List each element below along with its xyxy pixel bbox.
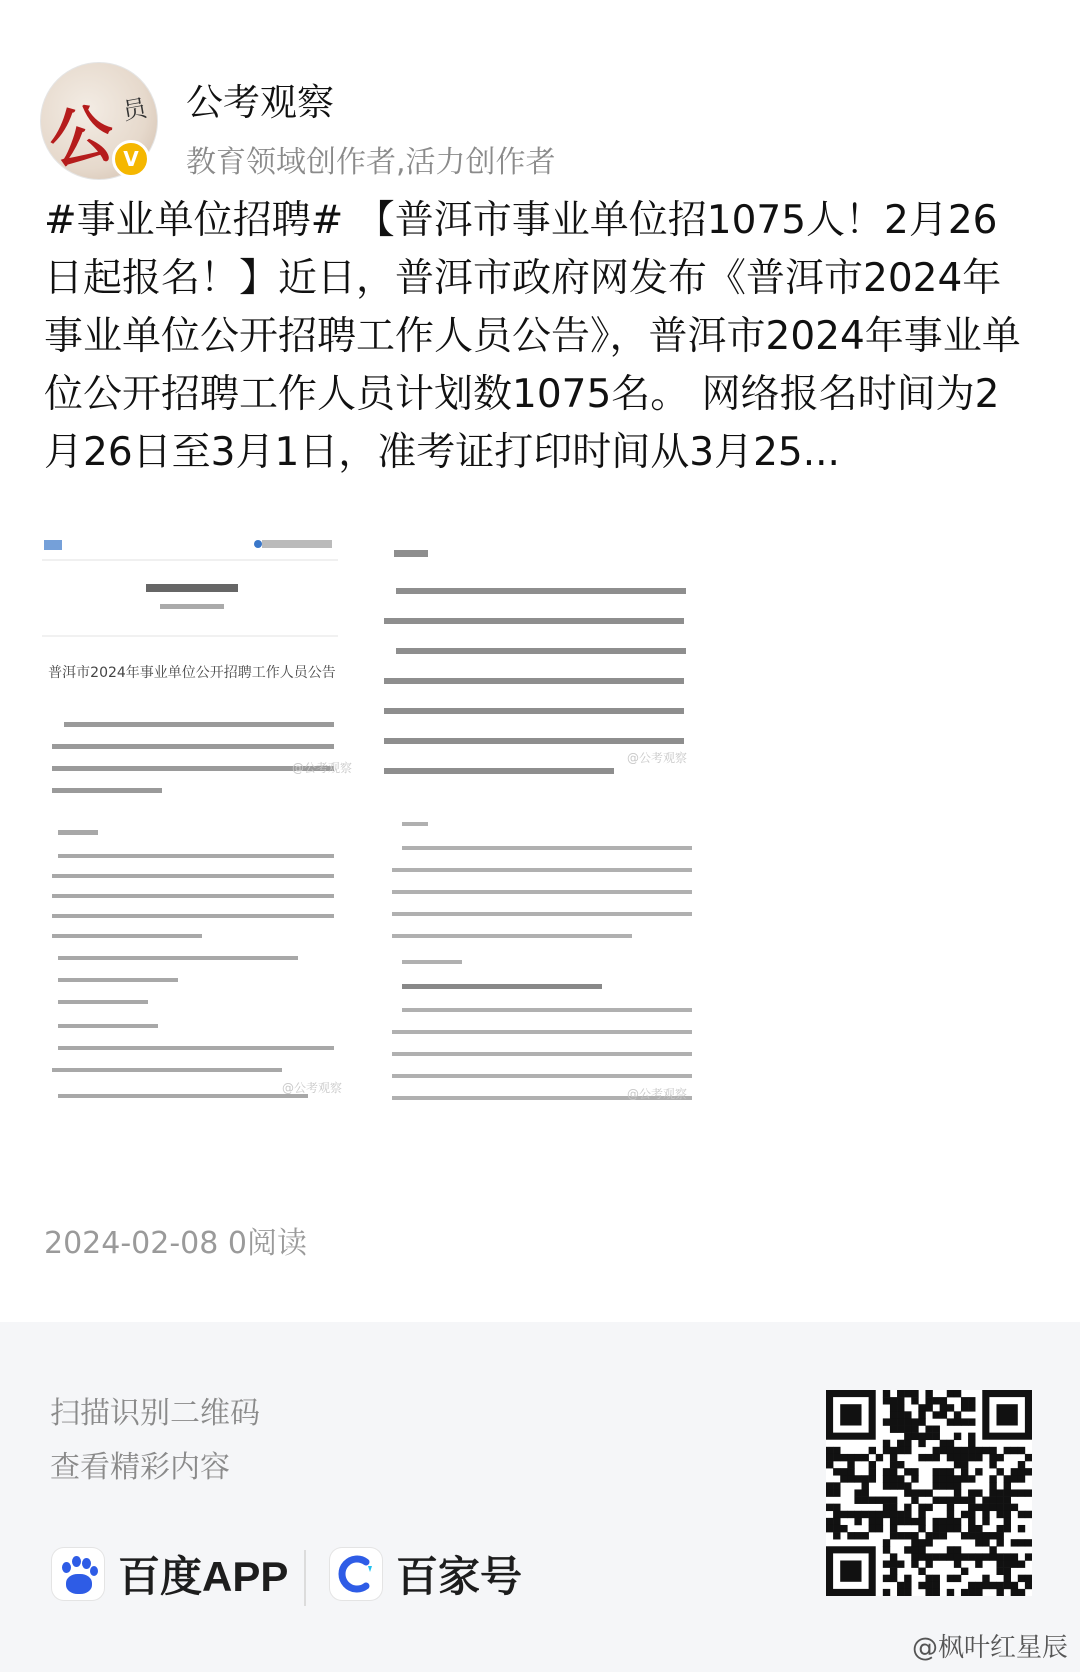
avatar-logo: 公务 xyxy=(44,97,109,180)
avatar-logo-sub: 员 xyxy=(116,94,148,124)
qr-code[interactable] xyxy=(826,1390,1032,1596)
author-description: 教育领域创作者,活力创作者 xyxy=(186,145,556,180)
svg-text:@公考观察: @公考观察 xyxy=(627,751,688,765)
baidu-paw-icon xyxy=(52,1548,104,1600)
svg-text:普洱市2024年事业单位公开招聘工作人员公告: 普洱市2024年事业单位公开招聘工作人员公告 xyxy=(48,665,336,681)
verified-badge-icon: V xyxy=(112,140,150,178)
document-page-left xyxy=(42,532,358,1184)
author-name[interactable]: 公考观察 xyxy=(186,81,334,124)
svg-text:@公考观察: @公考观察 xyxy=(282,1081,343,1095)
watermark-credit: @枫叶红星辰 xyxy=(911,1633,1068,1663)
post-date: 2024-02-08 xyxy=(44,1226,219,1261)
baijiahao-brand xyxy=(330,1544,522,1604)
post-meta xyxy=(44,1218,307,1262)
svg-text:@公考观察: @公考观察 xyxy=(292,761,353,775)
share-footer xyxy=(0,1322,1080,1672)
view-content-hint: 查看精彩内容 xyxy=(50,1450,230,1485)
post-text[interactable]: #事业单位招聘# 【普洱市事业单位招1075人！2月26日起报名！】近日，普洱市政府网发布《普洱市2024年事业单位公开招聘工作人员公告》，普洱市2024年事业单位公开招聘工作人员计划数1075名。 网络报名时间为2月26日至3月1日，准考证打印时间从3月25... xyxy=(44,198,1021,475)
scan-qr-hint: 扫描识别二维码 xyxy=(50,1396,260,1431)
post-image-right[interactable] xyxy=(382,532,700,1184)
baidu-app-brand xyxy=(52,1544,288,1604)
baidu-app-label: 百度APP xyxy=(118,1553,289,1600)
document-page-right xyxy=(382,532,700,1184)
baijiahao-label: 百家号 xyxy=(396,1553,523,1600)
post-image-left[interactable] xyxy=(42,532,358,1184)
svg-text:@公考观察: @公考观察 xyxy=(627,1087,688,1101)
post-reads: 0阅读 xyxy=(227,1226,307,1261)
brand-divider xyxy=(304,1550,306,1606)
baijiahao-icon xyxy=(330,1548,382,1600)
